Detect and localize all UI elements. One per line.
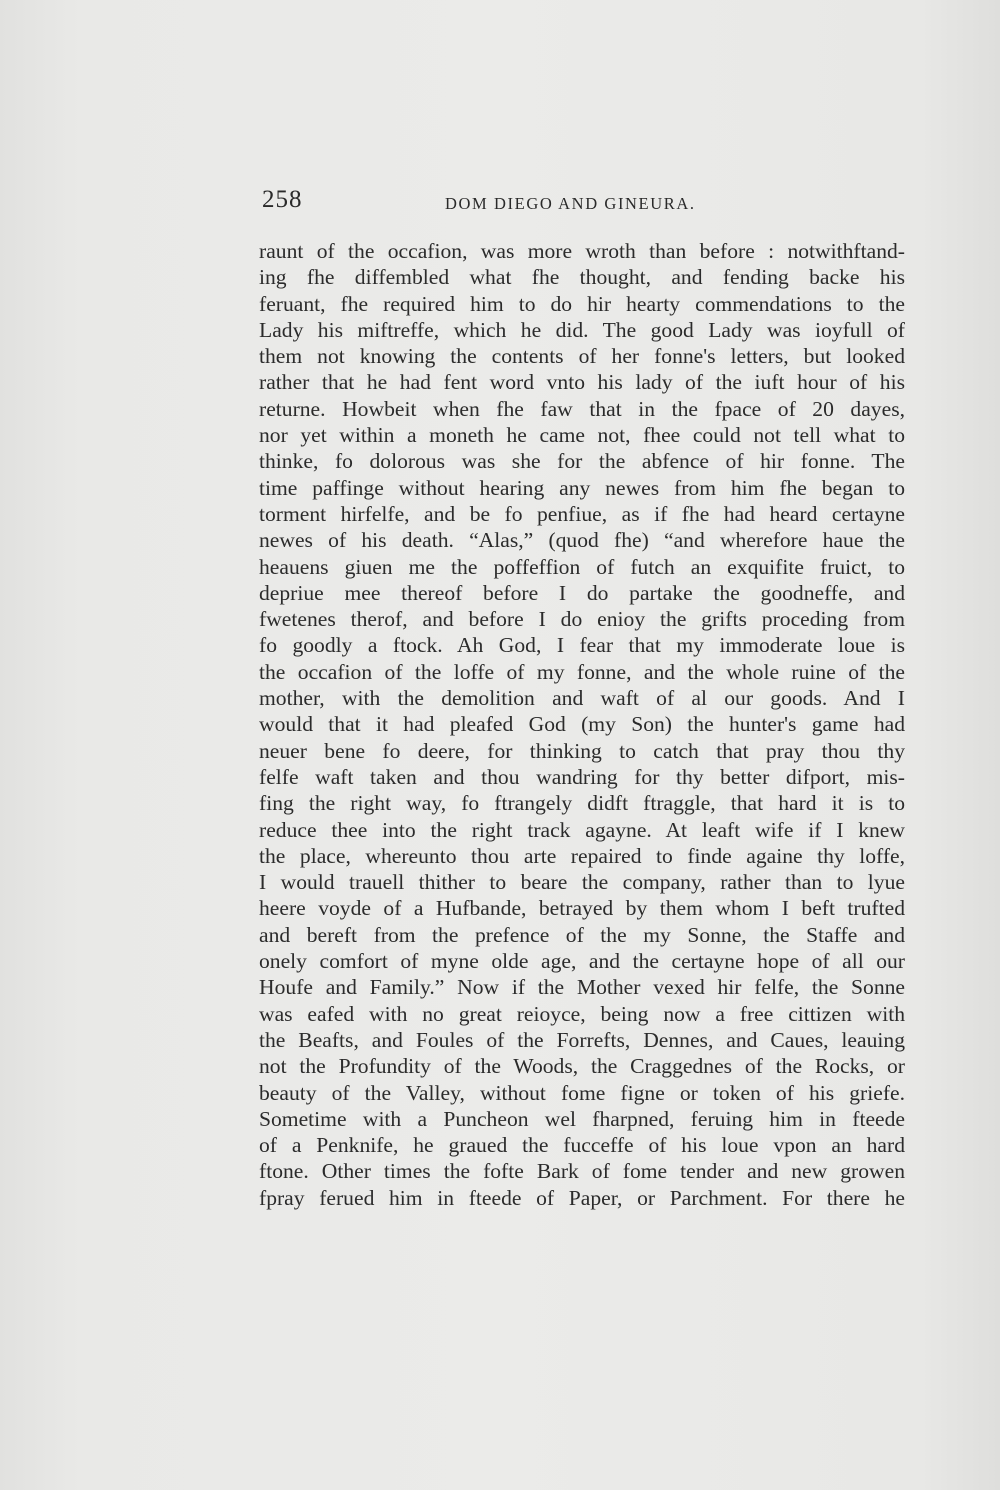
text-line: and bereft from the prefence of the my Sonne, the Staffe and (259, 922, 905, 947)
text-line: nor yet within a moneth he came not, fhee could not tell what to (259, 423, 905, 448)
text-line: the place, whereunto thou arte repaired to finde againe thy loffe, (259, 843, 905, 868)
text-line: Lady his miftreffe, which he did. The good Lady was ioyfull of (259, 317, 905, 342)
text-line: not the Profundity of the Woods, the Craggednes of the Rocks, or (259, 1054, 905, 1079)
page-header (262, 186, 902, 226)
page-number: 258 (262, 186, 303, 213)
text-line: time paffinge without hearing any newes from him fhe began to (259, 475, 905, 500)
text-line: heere voyde of a Hufbande, betrayed by them whom I beft trufted (259, 896, 905, 921)
text-line: fwetenes therof, and before I do enioy the grifts proceding from (259, 607, 905, 632)
text-line: depriue mee thereof before I do partake the goodneffe, and (259, 580, 905, 605)
text-line: rather that he had fent word vnto his lady of the iuft hour of his (259, 370, 905, 395)
text-line: ing fhe diffembled what fhe thought, and fending backe his (259, 265, 905, 290)
text-line: fpray ferued him in fteede of Paper, or Parchment. For there he (259, 1185, 905, 1210)
text-line: fo goodly a ftock. Ah God, I fear that my immoderate loue is (259, 633, 905, 658)
text-line: Houfe and Family.” Now if the Mother vexed hir felfe, the Sonne (259, 975, 905, 1000)
text-line: beauty of the Valley, without fome figne or token of his griefe. (259, 1080, 905, 1105)
body-text (259, 238, 905, 1211)
text-line: of a Penknife, he graued the fucceffe of his loue vpon an hard (259, 1133, 905, 1158)
text-line: reduce thee into the right track agayne. At leaft wife if I knew (259, 817, 905, 842)
text-line: I would trauell thither to beare the company, rather than to lyue (259, 870, 905, 895)
text-line: the occafion of the loffe of my fonne, and the whole ruine of the (259, 659, 905, 684)
text-line: ftone. Other times the fofte Bark of fome tender and new growen (259, 1159, 905, 1184)
text-line: the Beafts, and Foules of the Forrefts, Dennes, and Caues, leauing (259, 1027, 905, 1052)
text-line: Sometime with a Puncheon wel fharpned, feruing him in fteede (259, 1106, 905, 1131)
text-line: would that it had pleafed God (my Son) the hunter's game had (259, 712, 905, 737)
text-line: them not knowing the contents of her fonne's letters, but looked (259, 344, 905, 369)
text-line: fing the right way, fo ftrangely didft ftraggle, that hard it is to (259, 791, 905, 816)
text-line: heauens giuen me the poffeffion of futch an exquifite fruict, to (259, 554, 905, 579)
text-line: thinke, fo dolorous was she for the abfence of hir fonne. The (259, 449, 905, 474)
text-line: raunt of the occafion, was more wroth than before : notwithftand- (259, 239, 905, 263)
text-line: was eafed with no great reioyce, being now a free cittizen with (259, 1001, 905, 1026)
text-line: torment hirfelfe, and be fo penfiue, as if fhe had heard certayne (259, 501, 905, 526)
text-line: onely comfort of myne olde age, and the certayne hope of all our (259, 949, 905, 974)
text-line: newes of his death. “Alas,” (quod fhe) “and wherefore haue the (259, 528, 905, 553)
text-line: feruant, fhe required him to do hir hearty commendations to the (259, 291, 905, 316)
text-line: felfe waft taken and thou wandring for thy better difport, mis- (259, 764, 905, 789)
text-line: neuer bene fo deere, for thinking to catch that pray thou thy (259, 738, 905, 763)
text-line: mother, with the demolition and waft of al our goods. And I (259, 686, 905, 711)
text-line: returne. Howbeit when fhe faw that in the fpace of 20 dayes, (259, 396, 905, 421)
running-head: DOM DIEGO AND GINEURA. (445, 194, 696, 213)
